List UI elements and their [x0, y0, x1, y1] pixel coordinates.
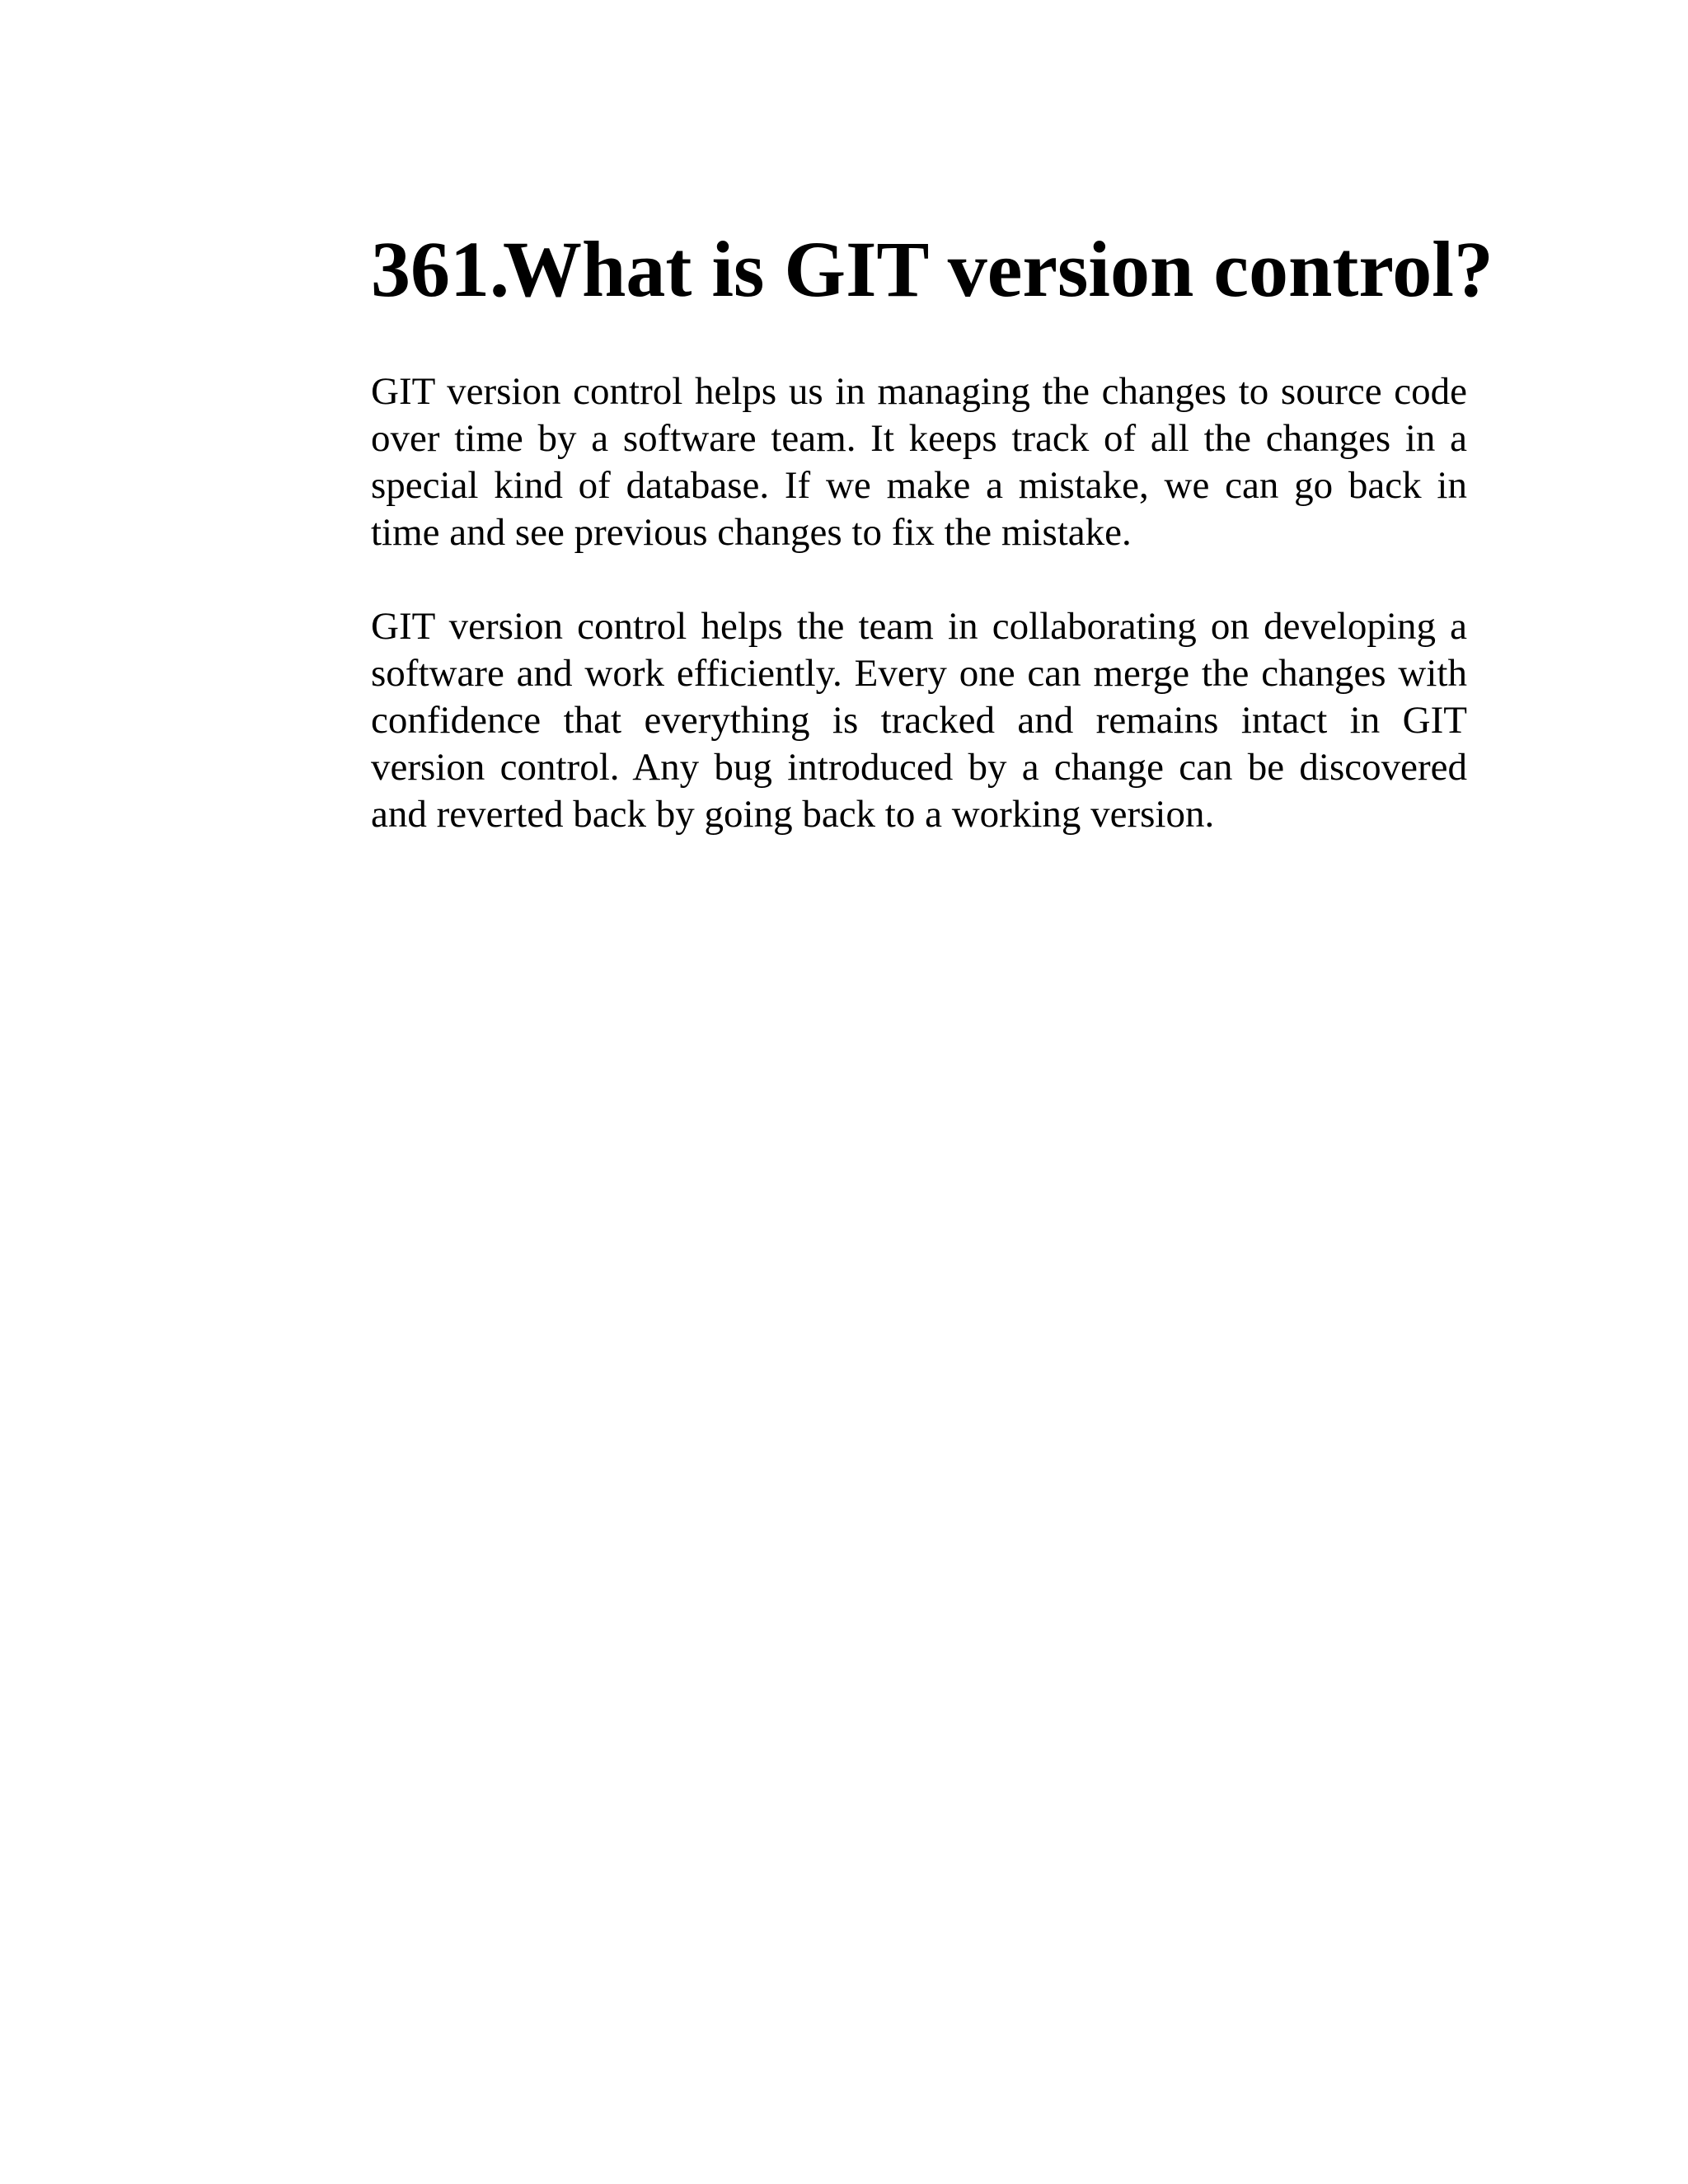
question-title: What is GIT version control? [503, 225, 1493, 313]
document-page [371, 216, 1493, 838]
body-paragraph-2: GIT version control helps the team in collaborating on developing a software and work efficiently. Every one can merge the changes with confidence that everything is tracked and remains intact in GIT version control. Any bug introduced by a change can be discovered and reverted back by going back to a working version. [371, 605, 1467, 836]
question-number: 361. [371, 225, 509, 313]
body-paragraph-1: GIT version control helps us in managing the changes to source code over time by a software team. It keeps track of all the changes in a special kind of database. If we make a mistake, we can go back in time and see previous changes to fix the mistake. [371, 370, 1467, 554]
page-title [371, 216, 1493, 323]
